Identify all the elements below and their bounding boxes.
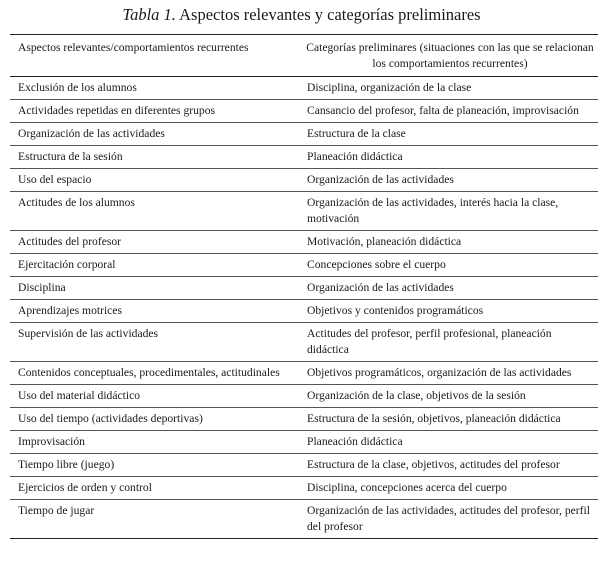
aspect-cell: Estructura de la sesión <box>10 146 304 169</box>
category-cell: Estructura de la sesión, objetivos, planeación didáctica <box>304 408 598 431</box>
aspect-cell: Ejercitación corporal <box>10 254 304 277</box>
column-header-categories: Categorías preliminares (situaciones con las que se relacionan los comportamientos recurrentes) <box>304 35 598 77</box>
category-cell: Organización de las actividades <box>304 169 598 192</box>
table-row <box>10 408 598 431</box>
table-row <box>10 500 598 539</box>
table-row <box>10 385 598 408</box>
data-table <box>10 34 598 539</box>
aspect-cell: Aprendizajes motrices <box>10 300 304 323</box>
aspect-cell: Organización de las actividades <box>10 123 304 146</box>
category-cell: Cansancio del profesor, falta de planeación, improvisación <box>304 100 598 123</box>
category-cell: Organización de la clase, objetivos de la sesión <box>304 385 598 408</box>
category-cell: Estructura de la clase <box>304 123 598 146</box>
category-cell: Disciplina, organización de la clase <box>304 77 598 100</box>
aspect-cell: Actitudes del profesor <box>10 231 304 254</box>
aspect-cell: Disciplina <box>10 277 304 300</box>
aspect-cell: Exclusión de los alumnos <box>10 77 304 100</box>
table-row <box>10 77 598 100</box>
category-cell: Concepciones sobre el cuerpo <box>304 254 598 277</box>
category-cell: Objetivos programáticos, organización de las actividades <box>304 362 598 385</box>
table-row <box>10 146 598 169</box>
caption-label: Tabla 1. <box>122 5 176 24</box>
table-row <box>10 169 598 192</box>
table-row <box>10 362 598 385</box>
table-row <box>10 277 598 300</box>
table-row <box>10 323 598 362</box>
aspect-cell: Uso del espacio <box>10 169 304 192</box>
header-row <box>10 35 598 77</box>
aspect-cell: Ejercicios de orden y control <box>10 477 304 500</box>
aspect-cell: Actitudes de los alumnos <box>10 192 304 231</box>
category-cell: Planeación didáctica <box>304 431 598 454</box>
table-row <box>10 231 598 254</box>
aspect-cell: Uso del material didáctico <box>10 385 304 408</box>
aspect-cell: Supervisión de las actividades <box>10 323 304 362</box>
caption-title: Aspectos relevantes y categorías preliminares <box>179 5 481 24</box>
category-cell: Planeación didáctica <box>304 146 598 169</box>
category-cell: Disciplina, concepciones acerca del cuerpo <box>304 477 598 500</box>
aspect-cell: Uso del tiempo (actividades deportivas) <box>10 408 304 431</box>
table-row <box>10 100 598 123</box>
table-caption <box>0 4 603 26</box>
table-row <box>10 192 598 231</box>
table-row <box>10 254 598 277</box>
category-cell: Organización de las actividades, interés hacia la clase, motivación <box>304 192 598 231</box>
table-row <box>10 477 598 500</box>
aspect-cell: Tiempo libre (juego) <box>10 454 304 477</box>
aspect-cell: Improvisación <box>10 431 304 454</box>
table-body <box>10 77 598 539</box>
category-cell: Objetivos y contenidos programáticos <box>304 300 598 323</box>
table-header <box>10 35 598 77</box>
table-row <box>10 454 598 477</box>
aspect-cell: Actividades repetidas en diferentes grupos <box>10 100 304 123</box>
table-row <box>10 431 598 454</box>
category-cell: Actitudes del profesor, perfil profesional, planeación didáctica <box>304 323 598 362</box>
aspect-cell: Contenidos conceptuales, procedimentales, actitudinales <box>10 362 304 385</box>
category-cell: Organización de las actividades <box>304 277 598 300</box>
table-row <box>10 123 598 146</box>
aspect-cell: Tiempo de jugar <box>10 500 304 539</box>
category-cell: Organización de las actividades, actitudes del profesor, perfil del profesor <box>304 500 598 539</box>
category-cell: Motivación, planeación didáctica <box>304 231 598 254</box>
table-row <box>10 300 598 323</box>
category-cell: Estructura de la clase, objetivos, actitudes del profesor <box>304 454 598 477</box>
column-header-aspects: Aspectos relevantes/comportamientos recurrentes <box>10 35 304 77</box>
